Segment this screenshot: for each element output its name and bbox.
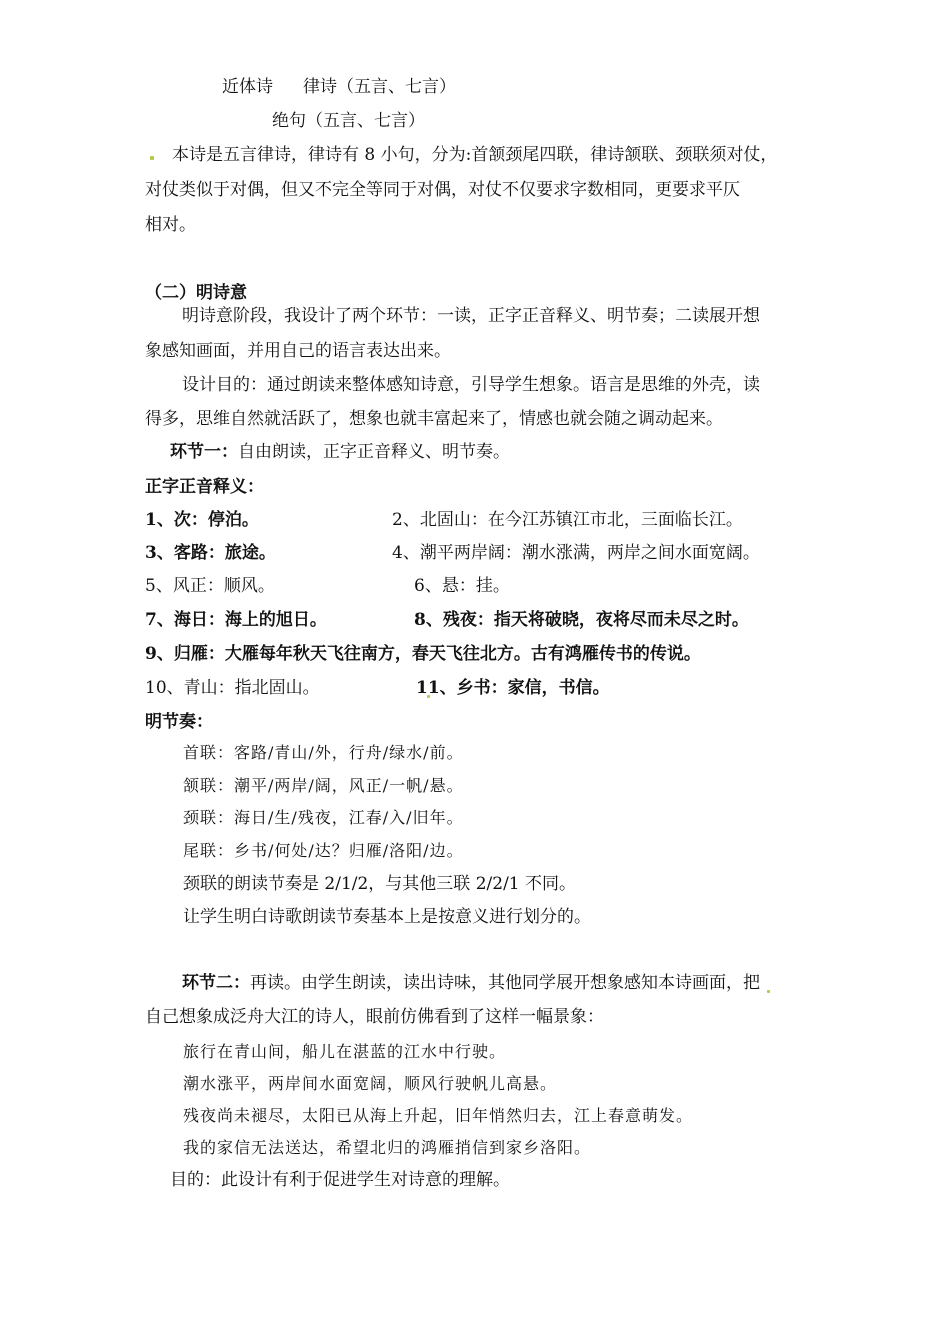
rhythm-heading: 明节奏：	[145, 712, 213, 732]
rhythm-line-jinglian: 颈联：海日/生/残夜，江春/入/旧年。	[183, 808, 464, 827]
section2-para2-line1: 设计目的：通过朗读来整体感知诗意，引导学生想象。语言是思维的外壳，读	[182, 375, 760, 395]
section-heading: （二）明诗意	[145, 283, 247, 303]
step2-text: 再读。由学生朗读，读出诗味，其他同学展开想象感知本诗画面，把	[250, 973, 760, 993]
glossary-item-10: 10、青山：指北固山。	[145, 678, 320, 698]
scene-line-1: 旅行在青山间，船儿在湛蓝的江水中行驶。	[183, 1042, 507, 1061]
scene-line-4: 我的家信无法送达，希望北归的鸿雁捎信到家乡洛阳。	[183, 1138, 592, 1157]
intro-paragraph-line-3: 相对。	[145, 215, 196, 235]
section2-para2-line2: 得多，思维自然就活跃了，想象也就丰富起来了，情感也就会随之调动起来。	[145, 409, 723, 429]
jueju-label: 绝句（五言、七言）	[272, 111, 425, 131]
glossary-heading: 正字正音释义：	[145, 477, 264, 497]
step2-label: 环节二：	[182, 973, 250, 993]
rhythm-line-hanlian: 颔联：潮平/两岸/阔，风正/一帆/悬。	[183, 776, 464, 795]
step2-line-1	[182, 972, 760, 994]
section2-para1-line2: 象感知画面，并用自己的语言表达出来。	[145, 341, 451, 361]
rhythm-line-shoulian: 首联：客路/青山/外，行舟/绿水/前。	[183, 743, 464, 762]
bullet-mark	[150, 156, 154, 160]
jintishi-label: 近体诗	[222, 77, 273, 97]
glossary-item-3: 3、客路：旅途。	[145, 543, 276, 563]
rhythm-note-1: 颈联的朗读节奏是 2/1/2，与其他三联 2/2/1 不同。	[183, 874, 577, 894]
glossary-item-11: 11、乡书：家信，书信。	[416, 678, 610, 698]
section2-para1-line1: 明诗意阶段，我设计了两个环节：一读，正字正音释义、明节奏；二读展开想	[182, 306, 760, 326]
step1-text: 自由朗读，正字正音释义、明节奏。	[238, 442, 510, 462]
step1-line	[170, 441, 510, 463]
bullet-mark	[767, 990, 770, 993]
intro-paragraph-line-1: 本诗是五言律诗，律诗有 8 小句，分为:首颔颈尾四联，律诗颔联、颈联须对仗，	[172, 145, 778, 165]
glossary-item-8: 8、残夜：指天将破晓，夜将尽而未尽之时。	[414, 610, 749, 630]
glossary-item-6: 6、悬：挂。	[414, 576, 510, 596]
step2-purpose: 目的：此设计有利于促进学生对诗意的理解。	[170, 1170, 510, 1190]
rhythm-line-weilian: 尾联：乡书/何处/达？归雁/洛阳/边。	[183, 841, 464, 860]
glossary-item-5: 5、风正：顺风。	[145, 576, 275, 596]
glossary-item-7: 7、海日：海上的旭日。	[145, 610, 327, 630]
step1-label: 环节一：	[170, 442, 238, 462]
glossary-item-4: 4、潮平两岸阔：潮水涨满，两岸之间水面宽阔。	[392, 543, 760, 563]
scene-line-2: 潮水涨平，两岸间水面宽阔，顺风行驶帆儿高悬。	[183, 1074, 558, 1093]
glossary-item-9: 9、归雁：大雁每年秋天飞往南方，春天飞往北方。古有鸿雁传书的传说。	[145, 644, 701, 664]
glossary-item-2: 2、北固山：在今江苏镇江市北，三面临长江。	[392, 510, 743, 530]
lvshi-label: 律诗（五言、七言）	[303, 77, 456, 97]
glossary-item-1: 1、次：停泊。	[145, 510, 259, 530]
step2-line-2: 自己想象成泛舟大江的诗人，眼前仿佛看到了这样一幅景象：	[145, 1007, 604, 1027]
rhythm-note-2: 让学生明白诗歌朗读节奏基本上是按意义进行划分的。	[183, 907, 591, 927]
intro-paragraph-line-2: 对仗类似于对偶，但又不完全等同于对偶，对仗不仅要求字数相同，更要求平仄	[145, 180, 740, 200]
scene-line-3: 残夜尚未褪尽，太阳已从海上升起，旧年悄然归去，江上春意萌发。	[183, 1106, 694, 1125]
